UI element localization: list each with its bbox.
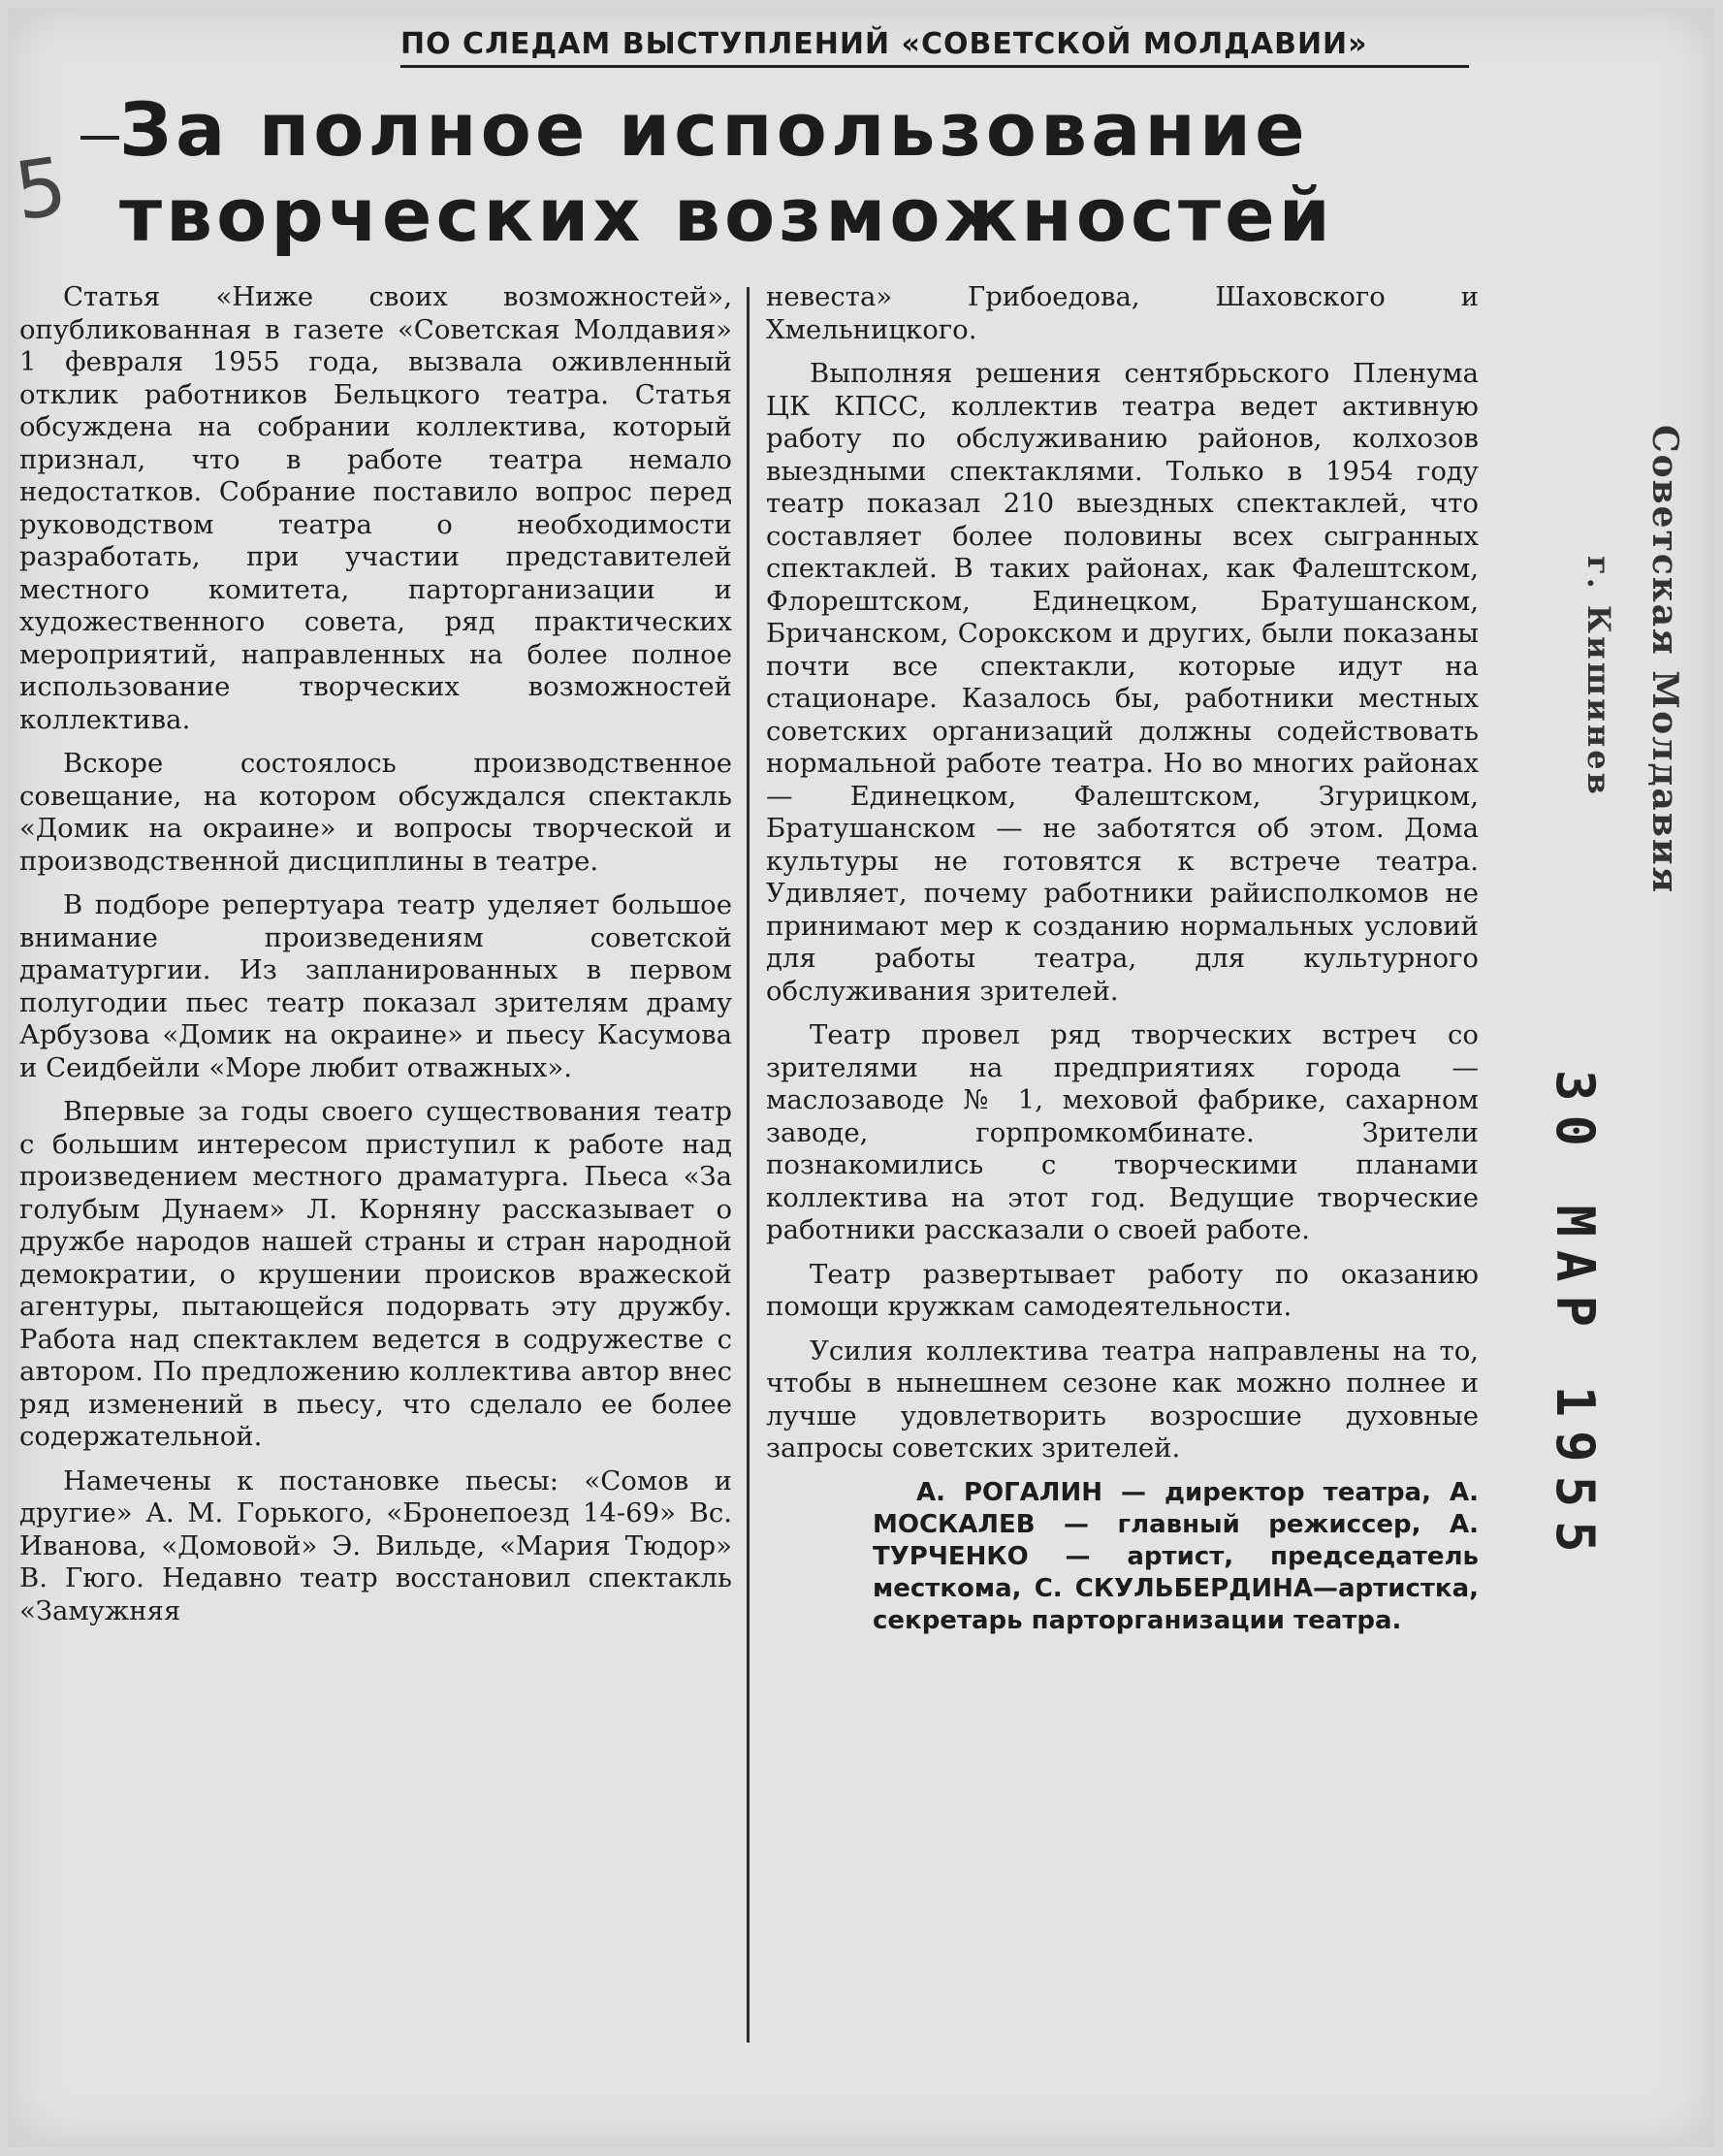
- author-signatures: А. РОГАЛИН — директор театра, А. МОСКАЛЕВ — главный режиссер, А. ТУРЧЕНКО — артист, председатель месткома, С. СКУЛЬБЕРДИНА—артистка, секретарь парторганизации театра.: [873, 1477, 1479, 1635]
- newspaper-clipping: [8, 8, 1714, 2147]
- paragraph: Выполняя решения сентябрьского Пленума ЦК КПСС, коллектив театра ведет активную работу по обслуживанию районов, колхозов выездными спектаклями. Только в 1954 году театр показал 210 выездных спектаклей, что составляет более половины всех сыгранных спектаклей. В таких районах, как Фалештском, Флорештском, Единецком, Братушанском, Бричанском, Сорокском и других, были показаны почти все спектакли, которые идут на стационаре. Казалось бы, работники местных советских организаций должны содействовать нормальной работе театра. Но во многих районах — Единецком, Фалештском, Згурицком, Братушанском — не заботятся об этом. Дома культуры не готовятся к встрече театра. Удивляет, почему работники райисполкомов не принимают мер к созданию нормальных условий для работы театра, для культурного обслуживания зрителей.: [766, 358, 1479, 1007]
- paragraph: В подборе репертуара театр уделяет большое внимание произведениям советской драматургии. Из запланированных в первом полугодии пьес театр показал зрителям драму Арбузова «Домик на окраине» и пьесу Касумова и Сеидбейли «Море любит отважных».: [19, 889, 732, 1083]
- stamp-newspaper-name: Советская Молдавия: [1644, 425, 1685, 895]
- stamp-date: 30 МАР 1955: [1545, 1070, 1606, 1566]
- paragraph: Усилия коллектива театра направлены на то, чтобы в нынешнем сезоне как можно полнее и лучше удовлетворить возросшие духовные запросы советских зрителей.: [766, 1335, 1479, 1464]
- handwritten-page-number: 5: [9, 140, 73, 240]
- paragraph: Впервые за годы своего существования театр с большим интересом приступил к работе над произведением местного драматурга. Пьеса «За голубым Дунаем» Л. Корняну рассказывает о дружбе народов нашей страны и стран народной демократии, о крушении происков вражеской агентуры, пытающейся подорвать эту дружбу. Работа над спектаклем ведется в содружестве с автором. По предложению коллектива автор внес ряд изменений в пьесу, что сделало ее более содержательной.: [19, 1096, 732, 1452]
- stamp-city: г. Кишинев: [1580, 556, 1617, 797]
- headline-line-2: творческих возможностей: [119, 172, 1334, 258]
- left-column: [19, 281, 732, 1639]
- paragraph: Намечены к постановке пьесы: «Сомов и другие» А. М. Горького, «Бронепоезд 14-69» Вс. Иванова, «Домовой» Э. Вильде, «Мария Тюдор» В. Гюго. Недавно театр восстановил спектакль «Замужняя: [19, 1464, 732, 1626]
- paragraph: Театр провел ряд творческих встреч со зрителями на предприятиях города — маслозаводе № 1, меховой фабрике, сахарном заводе, горпромкомбинате. Зрители познакомились с творческими планами коллектива на этот год. Ведущие творческие работники рассказали о своей работе.: [766, 1019, 1479, 1245]
- right-column: [766, 281, 1479, 1649]
- paragraph: Театр развертывает работу по оказанию помощи кружкам самодеятельности.: [766, 1258, 1479, 1322]
- paragraph: Статья «Ниже своих возможностей», опубликованная в газете «Советская Молдавия» 1 февраля 1955 года, вызвала оживленный отклик работников Бельцкого театра. Статья обсуждена на собрании коллектива, который признал, что в работе театра немало недостатков. Собрание поставило вопрос перед руководством театра о необходимости разработать, при участии представителей местного комитета, парторганизации и художественного совета, ряд практических мероприятий, направленных на более полное использование творческих возможностей коллектива.: [19, 281, 732, 735]
- section-overline: ПО СЛЕДАМ ВЫСТУПЛЕНИЙ «СОВЕТСКОЙ МОЛДАВИИ»: [400, 27, 1469, 68]
- headline-dash: [80, 136, 119, 140]
- paragraph: Вскоре состоялось производственное совещание, на котором обсуждался спектакль «Домик на окраине» и вопросы творческой и производственной дисциплины в театре.: [19, 748, 732, 877]
- headline-line-1: За полное использование: [119, 86, 1309, 173]
- column-divider: [747, 287, 750, 2043]
- article-headline: [119, 87, 1399, 258]
- paragraph-continuation: невеста» Грибоедова, Шаховского и Хмельницкого.: [766, 281, 1479, 345]
